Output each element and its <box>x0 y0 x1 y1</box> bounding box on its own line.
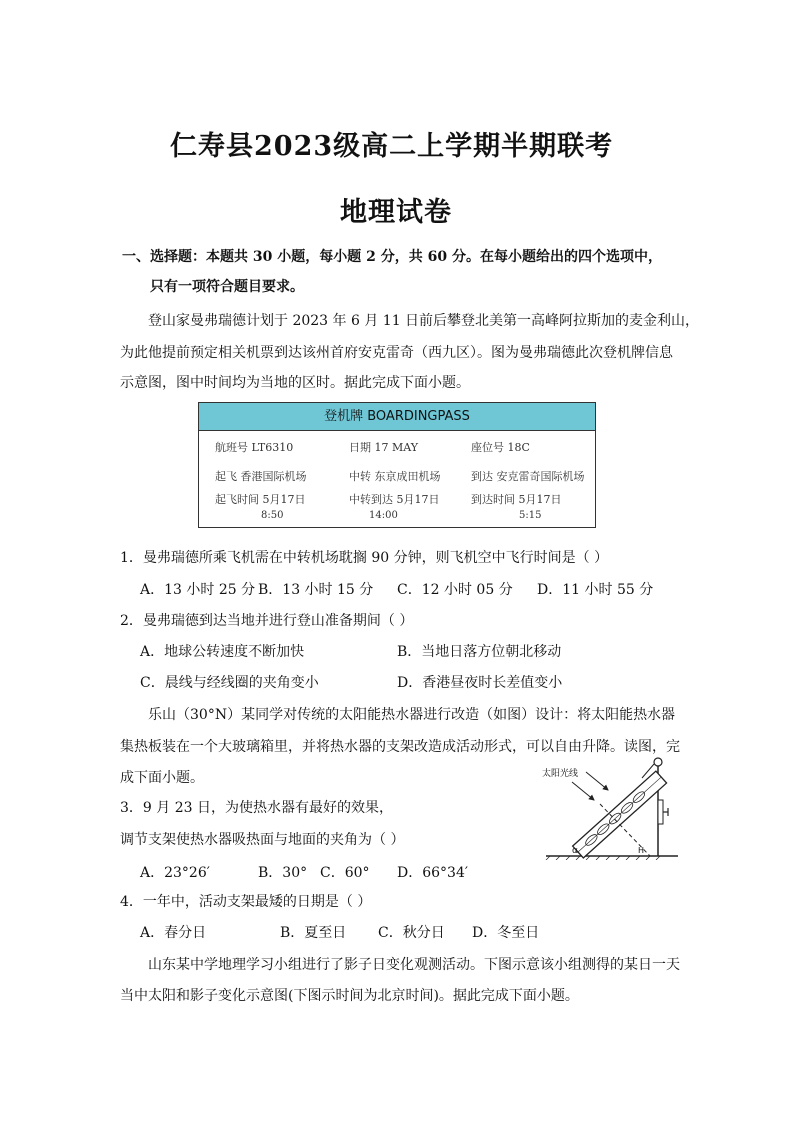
pulley <box>654 758 662 766</box>
bp-transfer: 中转 东京成田机场 <box>349 470 441 483</box>
boarding-pass <box>198 402 596 528</box>
bp-transfer-time-label: 中转到达 5月17日 <box>349 493 440 506</box>
q2-option-a: A．地球公转速度不断加快 <box>140 644 305 660</box>
boarding-pass-title: 登机牌 BOARDINGPASS <box>199 403 595 431</box>
q4-option-a: A．春分日 <box>140 925 207 941</box>
page-subtitle: 地理试卷 <box>340 197 452 228</box>
bp-date: 日期 17 MAY <box>349 441 419 454</box>
h-label: H <box>638 846 645 855</box>
page-title: 仁寿县2023级高二上学期半期联考 <box>170 131 614 162</box>
section-heading: 一、选择题：本题共 30 小题，每小题 2 分，共 60 分。在每小题给出的四个选项中， <box>122 249 662 265</box>
q3-option-a: A．23°26′ <box>140 865 210 881</box>
question-2-stem: 2．曼弗瑞德到达当地并进行登山准备期间（ ） <box>120 613 414 629</box>
solar-heater-figure <box>542 752 680 860</box>
bp-depart-time-label: 起飞时间 5月17日 <box>215 493 306 506</box>
passage-line: 集热板装在一个大玻璃箱里，并将热水器的支架改造成活动形式，可以自由升降。读图，完 <box>120 739 680 755</box>
passage-line: 为此他提前预定相关机票到达该州首府安克雷奇（西九区）。图为曼弗瑞德此次登机牌信息 <box>120 345 673 361</box>
bp-seat: 座位号 18C <box>471 441 530 454</box>
collector-panel <box>573 771 667 858</box>
q2-option-d: D．香港昼夜时长差值变小 <box>397 675 563 691</box>
alpha-label: α <box>572 846 578 856</box>
q2-option-b: B．当地日落方位朝北移动 <box>397 644 562 660</box>
passage-line: 成下面小题。 <box>120 770 204 786</box>
passage-line: 当中太阳和影子变化示意图(下图示时间为北京时间)。据此完成下面小题。 <box>120 988 579 1004</box>
q4-option-d: D．冬至日 <box>472 925 540 941</box>
sun-ray-label: 太阳光线 <box>542 769 579 779</box>
q3-option-d: D．66°34′ <box>397 865 469 881</box>
bp-depart: 起飞 香港国际机场 <box>215 470 307 483</box>
q1-option-a: A．13 小时 25 分 <box>140 582 256 598</box>
q4-option-b: B．夏至日 <box>280 925 347 941</box>
question-1-stem: 1．曼弗瑞德所乘飞机需在中转机场耽搁 90 分钟，则飞机空中飞行时间是（ ） <box>120 550 609 566</box>
question-3-stem-cont: 调节支架使热水器吸热面与地面的夹角为（ ） <box>120 832 405 848</box>
section-heading-cont: 只有一项符合题目要求。 <box>150 279 304 295</box>
passage-line: 乐山（30°N）某同学对传统的太阳能热水器进行改造（如图）设计：将太阳能热水器 <box>148 707 676 723</box>
q3-option-c: C．60° <box>320 865 370 881</box>
passage-line: 示意图，图中时间均为当地的区时。据此完成下面小题。 <box>120 375 470 391</box>
q1-option-b: B．13 小时 15 分 <box>258 582 374 598</box>
passage-line: 登山家曼弗瑞德计划于 2023 年 6 月 11 日前后攀登北美第一高峰阿拉斯加的麦金利山， <box>148 313 700 329</box>
bp-arrive-time-label: 到达时间 5月17日 <box>471 493 562 506</box>
passage-line: 山东某中学地理学习小组进行了影子日变化观测活动。下图示意该小组测得的某日一天 <box>148 957 680 973</box>
q1-option-c: C．12 小时 05 分 <box>397 582 513 598</box>
q4-option-c: C．秋分日 <box>378 925 445 941</box>
bp-transfer-time: 14:00 <box>369 510 398 521</box>
bracket <box>658 800 663 824</box>
bp-arrive: 到达 安克雷奇国际机场 <box>471 470 585 483</box>
q1-option-d: D．11 小时 55 分 <box>537 582 654 598</box>
bp-flight: 航班号 LT6310 <box>215 441 294 454</box>
question-3-stem: 3．9 月 23 日，为使热水器有最好的效果， <box>120 800 393 816</box>
bp-depart-time: 8:50 <box>261 510 284 521</box>
question-4-stem: 4．一年中，活动支架最矮的日期是（ ） <box>120 894 372 910</box>
bp-arrive-time: 5:15 <box>519 510 542 521</box>
q3-option-b: B．30° <box>258 865 308 881</box>
q2-option-c: C．晨线与经线圈的夹角变小 <box>140 675 319 691</box>
